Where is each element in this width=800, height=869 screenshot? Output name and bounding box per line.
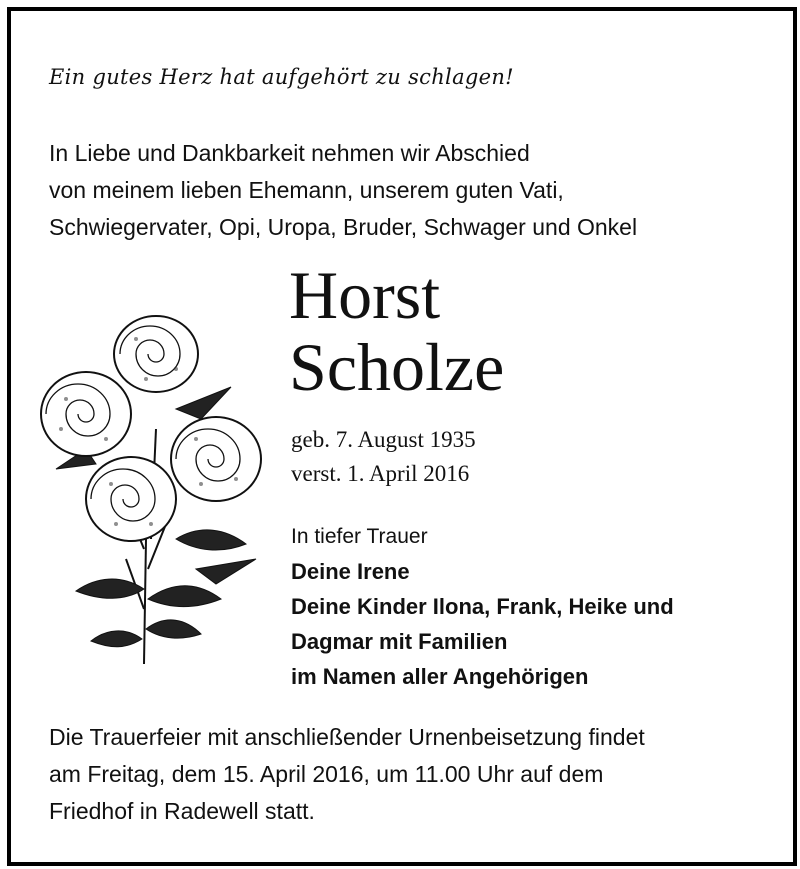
intro-line: von meinem lieben Ehemann, unserem guten Vati, xyxy=(49,177,564,203)
death-date: verst. 1. April 2016 xyxy=(291,461,470,486)
roses-illustration-icon xyxy=(26,309,276,669)
mourner-line: Deine Kinder Ilona, Frank, Heike und xyxy=(291,594,674,619)
deceased-name xyxy=(289,259,504,403)
funeral-line: Die Trauerfeier mit anschließender Urnenbeisetzung findet xyxy=(49,724,645,750)
intro-text xyxy=(49,135,637,246)
mourner-line: Dagmar mit Familien xyxy=(291,629,508,654)
intro-line: In Liebe und Dankbarkeit nehmen wir Abschied xyxy=(49,140,530,166)
funeral-line: Friedhof in Radewell statt. xyxy=(49,798,315,824)
mourner-line: Deine Irene xyxy=(291,559,410,584)
mourner-line: im Namen aller Angehörigen xyxy=(291,664,589,689)
funeral-info xyxy=(49,719,645,830)
birth-date: geb. 7. August 1935 xyxy=(291,427,476,452)
funeral-line: am Freitag, dem 15. April 2016, um 11.00 Uhr auf dem xyxy=(49,761,604,787)
motto: Ein gutes Herz hat aufgehört zu schlagen! xyxy=(49,65,514,89)
intro-line: Schwiegervater, Opi, Uropa, Bruder, Schwager und Onkel xyxy=(49,214,638,240)
first-name: Horst xyxy=(289,257,441,333)
mourners xyxy=(291,519,674,694)
mourners-intro: In tiefer Trauer xyxy=(291,525,428,548)
life-dates xyxy=(291,423,476,491)
obituary-frame xyxy=(7,7,797,866)
last-name: Scholze xyxy=(289,329,505,405)
